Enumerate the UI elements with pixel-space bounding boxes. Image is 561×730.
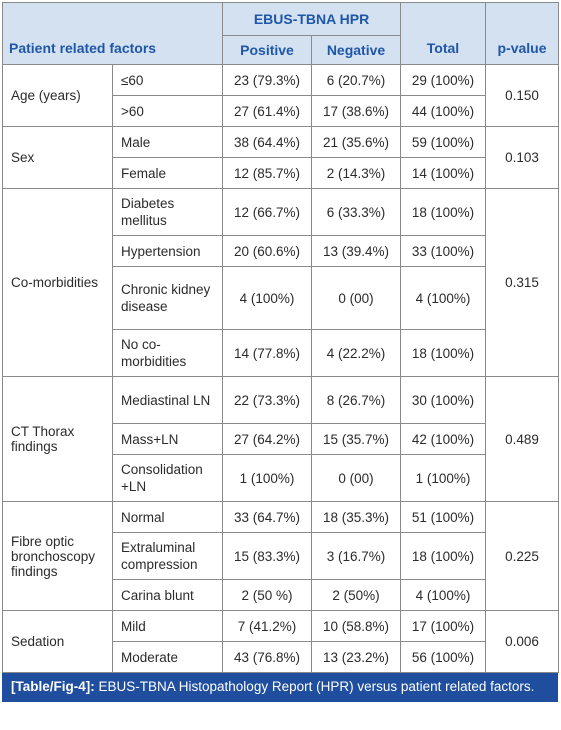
positive-cell: 12 (66.7%) <box>223 189 312 236</box>
subgroup-cell: Mediastinal LN <box>113 377 223 424</box>
positive-cell: 27 (61.4%) <box>223 96 312 127</box>
caption-text: EBUS-TBNA Histopathology Report (HPR) versus patient related factors. <box>94 679 535 694</box>
negative-cell: 2 (50%) <box>312 580 401 611</box>
negative-cell: 0 (00) <box>312 455 401 502</box>
positive-cell: 12 (85.7%) <box>223 158 312 189</box>
positive-cell: 22 (73.3%) <box>223 377 312 424</box>
factor-cell: CT Thorax findings <box>3 377 113 502</box>
table-caption <box>2 673 558 702</box>
negative-cell: 3 (16.7%) <box>312 533 401 580</box>
factor-cell: Sex <box>3 127 113 189</box>
hpr-header: EBUS-TBNA HPR <box>223 3 401 36</box>
caption-label: [Table/Fig-4]: <box>11 679 95 694</box>
total-cell: 4 (100%) <box>401 267 486 330</box>
negative-cell: 18 (35.3%) <box>312 502 401 533</box>
factor-cell: Co-morbidities <box>3 189 113 377</box>
factor-cell: Age (years) <box>3 65 113 127</box>
subgroup-cell: Hypertension <box>113 236 223 267</box>
pvalue-cell: 0.150 <box>486 65 559 127</box>
positive-cell: 2 (50 %) <box>223 580 312 611</box>
total-header: Total <box>401 3 486 65</box>
table-row <box>3 377 559 424</box>
positive-cell: 1 (100%) <box>223 455 312 502</box>
negative-cell: 13 (23.2%) <box>312 642 401 673</box>
total-cell: 18 (100%) <box>401 533 486 580</box>
table-row <box>3 611 559 642</box>
subgroup-cell: Chronic kidney disease <box>113 267 223 330</box>
total-cell: 51 (100%) <box>401 502 486 533</box>
positive-cell: 27 (64.2%) <box>223 424 312 455</box>
negative-cell: 2 (14.3%) <box>312 158 401 189</box>
positive-cell: 15 (83.3%) <box>223 533 312 580</box>
subgroup-cell: Consolidation +LN <box>113 455 223 502</box>
total-cell: 59 (100%) <box>401 127 486 158</box>
table-row <box>3 65 559 96</box>
table-figure <box>2 2 558 702</box>
negative-cell: 15 (35.7%) <box>312 424 401 455</box>
subgroup-cell: Mass+LN <box>113 424 223 455</box>
negative-cell: 21 (35.6%) <box>312 127 401 158</box>
subgroup-cell: Carina blunt <box>113 580 223 611</box>
total-cell: 18 (100%) <box>401 189 486 236</box>
subgroup-cell: ≤60 <box>113 65 223 96</box>
total-cell: 1 (100%) <box>401 455 486 502</box>
subgroup-cell: Mild <box>113 611 223 642</box>
positive-cell: 7 (41.2%) <box>223 611 312 642</box>
factor-cell: Fibre optic bronchoscopy findings <box>3 502 113 611</box>
table-row <box>3 127 559 158</box>
subgroup-cell: Extraluminal compression <box>113 533 223 580</box>
subgroup-cell: >60 <box>113 96 223 127</box>
positive-cell: 14 (77.8%) <box>223 330 312 377</box>
negative-cell: 17 (38.6%) <box>312 96 401 127</box>
pvalue-header: p-value <box>486 3 559 65</box>
pvalue-cell: 0.225 <box>486 502 559 611</box>
factor-cell: Sedation <box>3 611 113 673</box>
negative-cell: 4 (22.2%) <box>312 330 401 377</box>
positive-cell: 38 (64.4%) <box>223 127 312 158</box>
total-cell: 29 (100%) <box>401 65 486 96</box>
total-cell: 30 (100%) <box>401 377 486 424</box>
negative-header: Negative <box>312 36 401 65</box>
positive-cell: 20 (60.6%) <box>223 236 312 267</box>
negative-cell: 6 (33.3%) <box>312 189 401 236</box>
subgroup-cell: Male <box>113 127 223 158</box>
positive-cell: 33 (64.7%) <box>223 502 312 533</box>
subgroup-cell: Moderate <box>113 642 223 673</box>
negative-cell: 13 (39.4%) <box>312 236 401 267</box>
table-row <box>3 502 559 533</box>
negative-cell: 10 (58.8%) <box>312 611 401 642</box>
subgroup-cell: Diabetes mellitus <box>113 189 223 236</box>
negative-cell: 0 (00) <box>312 267 401 330</box>
positive-cell: 43 (76.8%) <box>223 642 312 673</box>
total-cell: 14 (100%) <box>401 158 486 189</box>
negative-cell: 6 (20.7%) <box>312 65 401 96</box>
total-cell: 18 (100%) <box>401 330 486 377</box>
pvalue-cell: 0.315 <box>486 189 559 377</box>
total-cell: 17 (100%) <box>401 611 486 642</box>
positive-cell: 23 (79.3%) <box>223 65 312 96</box>
pvalue-cell: 0.103 <box>486 127 559 189</box>
total-cell: 4 (100%) <box>401 580 486 611</box>
negative-cell: 8 (26.7%) <box>312 377 401 424</box>
subgroup-cell: Female <box>113 158 223 189</box>
total-cell: 44 (100%) <box>401 96 486 127</box>
subgroup-cell: No co-morbidities <box>113 330 223 377</box>
total-cell: 56 (100%) <box>401 642 486 673</box>
total-cell: 42 (100%) <box>401 424 486 455</box>
positive-header: Positive <box>223 36 312 65</box>
positive-cell: 4 (100%) <box>223 267 312 330</box>
results-table <box>2 2 559 673</box>
factors-header: Patient related factors <box>3 3 223 65</box>
pvalue-cell: 0.489 <box>486 377 559 502</box>
pvalue-cell: 0.006 <box>486 611 559 673</box>
table-body <box>3 65 559 673</box>
table-row <box>3 189 559 236</box>
total-cell: 33 (100%) <box>401 236 486 267</box>
subgroup-cell: Normal <box>113 502 223 533</box>
